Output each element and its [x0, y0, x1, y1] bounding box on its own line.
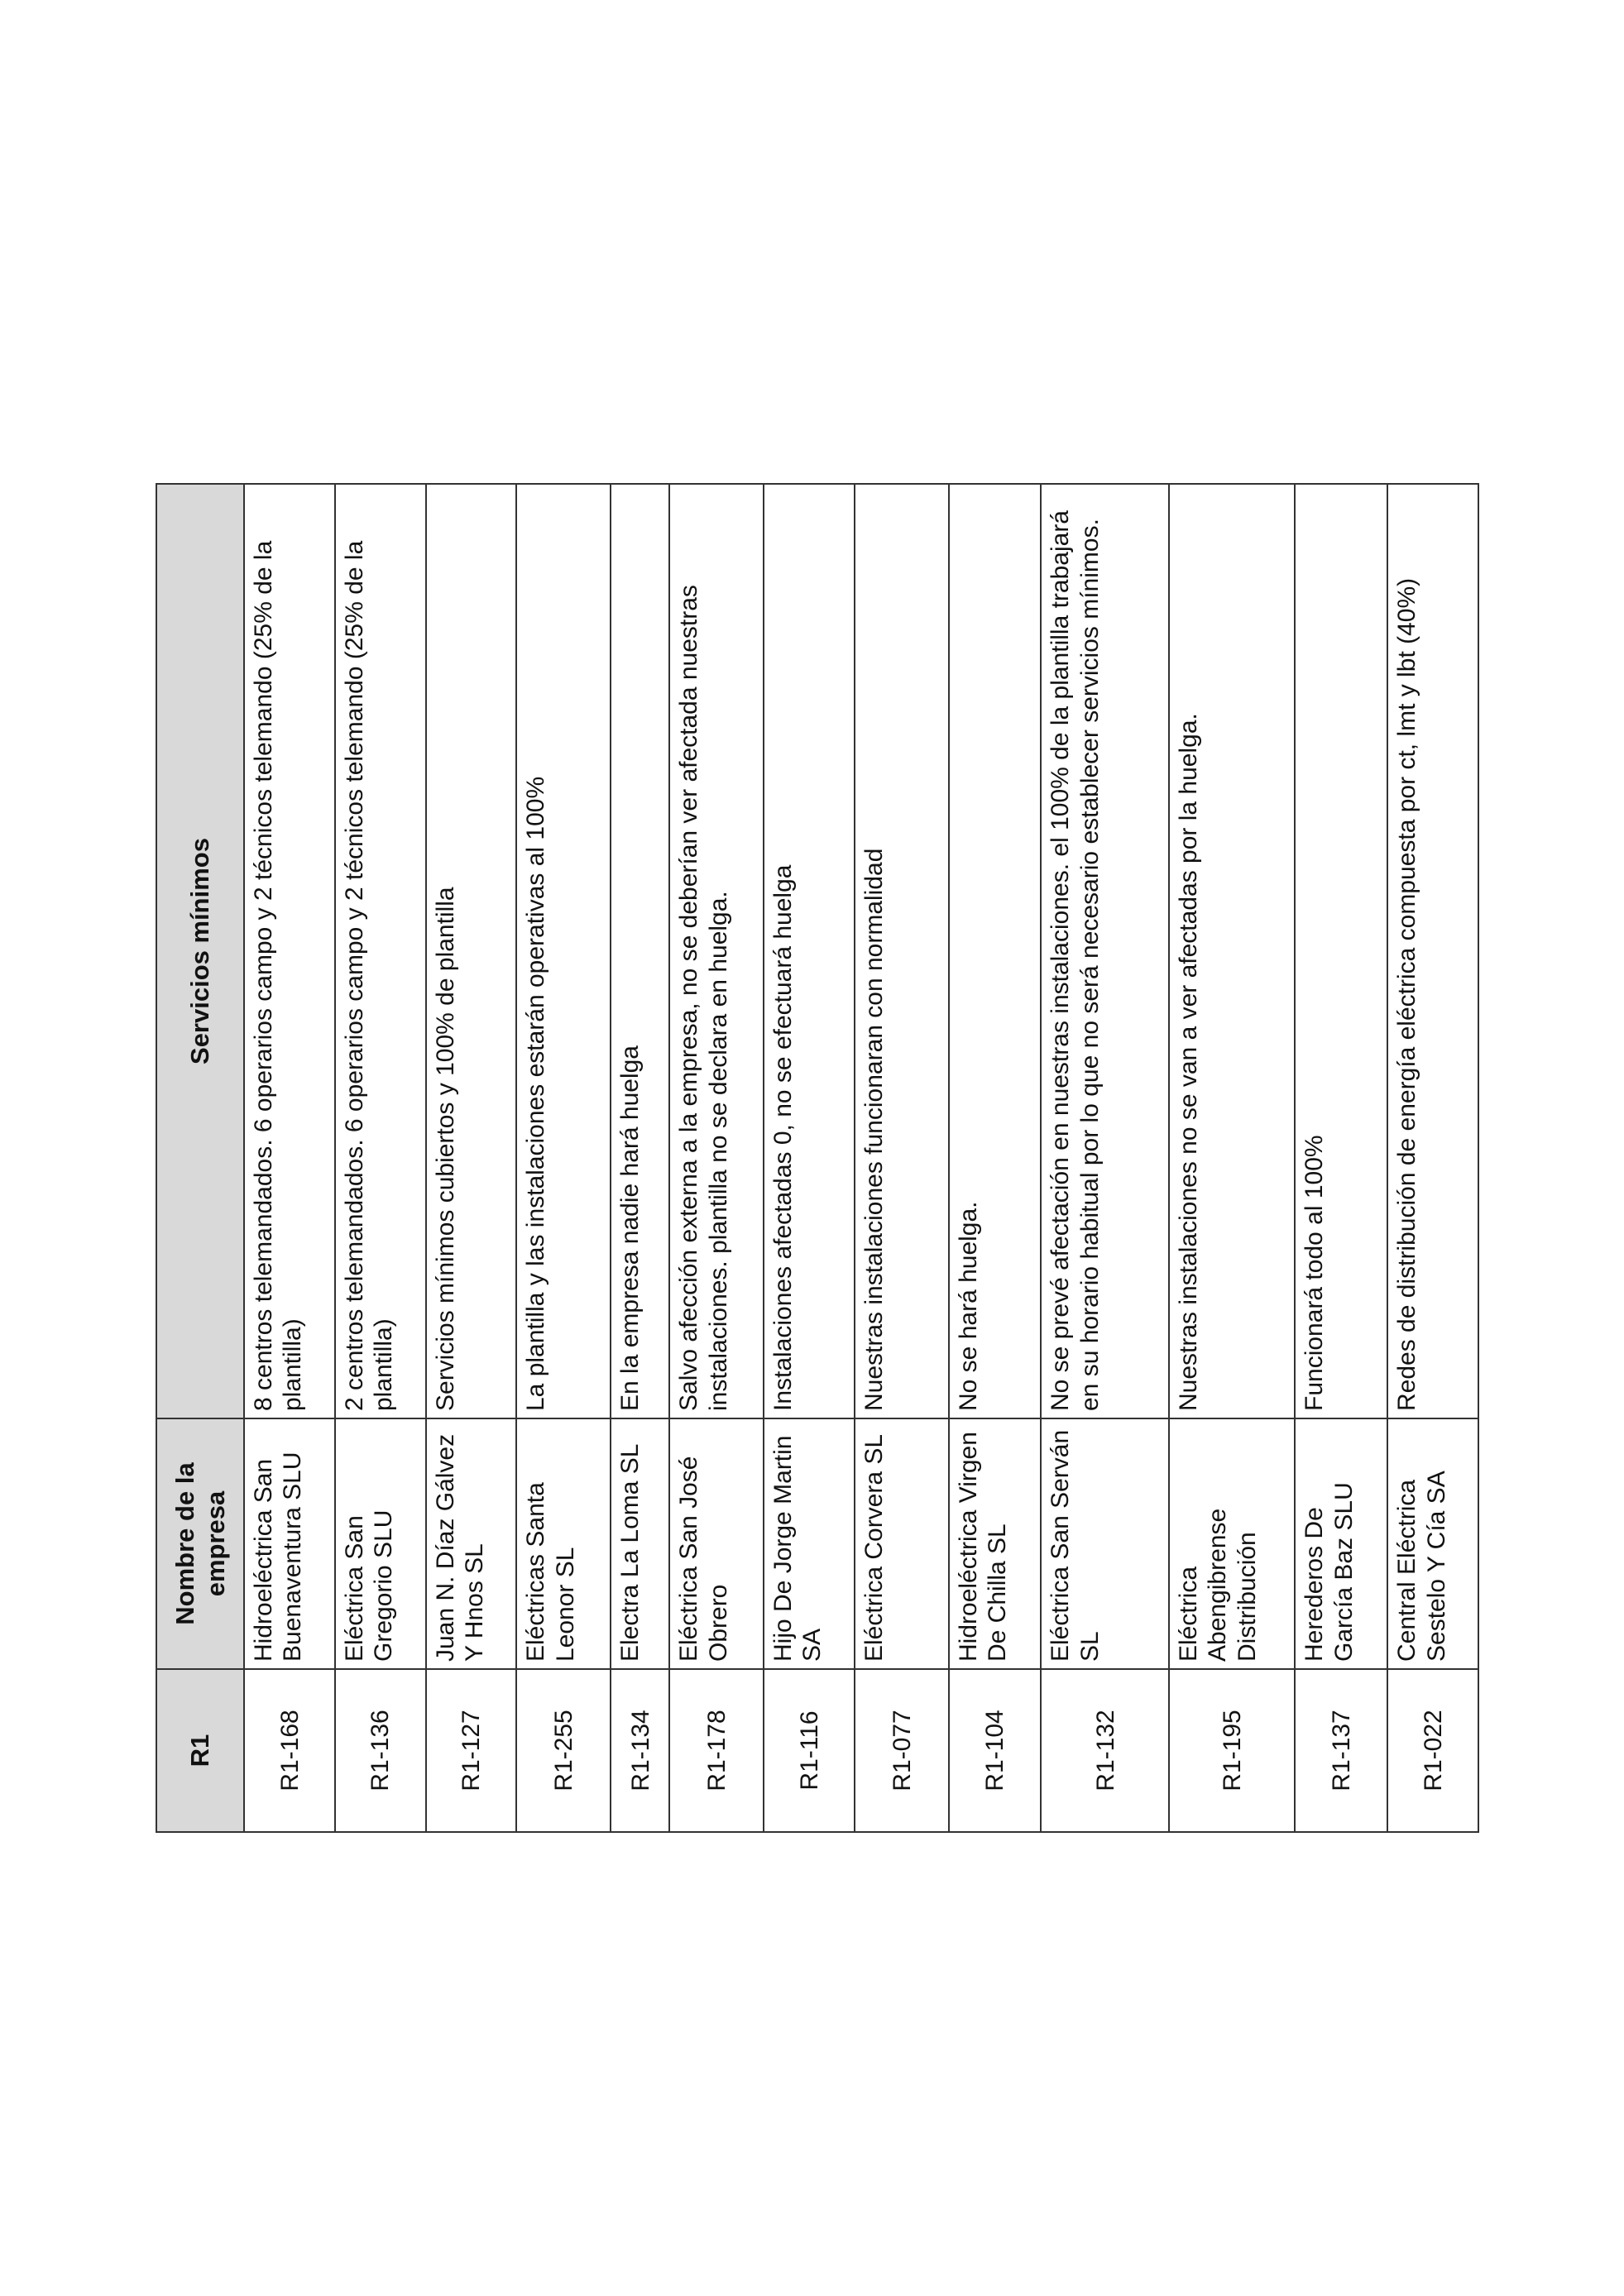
- table-row: [855, 484, 949, 1832]
- row-services: Salvo afección externa a la empresa, no se deberían ver afectada nuestras instalaciones. plantilla no se declara en huelga.: [669, 484, 764, 1418]
- table-header-row: [156, 484, 244, 1832]
- table-row: [244, 484, 335, 1832]
- table-row: [764, 484, 855, 1832]
- row-company: Eléctrica San Gregorio SLU: [335, 1418, 426, 1669]
- row-services: 8 centros telemandados. 6 operarios campo y 2 técnicos telemando (25% de la plantilla): [244, 484, 335, 1418]
- table-row: [516, 484, 611, 1832]
- row-services: No se prevé afectación en nuestras instalaciones. el 100% de la plantilla trabajará en su horario habitual por lo que no será necesario establecer servicios mínimos.: [1041, 484, 1168, 1418]
- table-row: [1295, 484, 1387, 1832]
- table-row: [426, 484, 517, 1832]
- row-services: 2 centros telemandados. 6 operarios campo y 2 técnicos telemando (25% de la plantilla): [335, 484, 426, 1418]
- row-company: Hijo De Jorge Martin SA: [764, 1418, 855, 1669]
- table-row: [611, 484, 669, 1832]
- table-row: [1169, 484, 1295, 1832]
- table-row: [669, 484, 764, 1832]
- row-services: Servicios mínimos cubiertos y 100% de plantilla: [426, 484, 517, 1418]
- row-services: En la empresa nadie hará huelga: [611, 484, 669, 1418]
- row-services: Redes de distribución de energía eléctrica compuesta por ct, lmt y lbt (40%): [1387, 484, 1478, 1418]
- header-r1: R1: [156, 1669, 244, 1832]
- row-company: Eléctrica Abengibrense Distribución: [1169, 1418, 1295, 1669]
- table-row: [1387, 484, 1478, 1832]
- header-minimum-services: Servicios mínimos: [156, 484, 244, 1418]
- row-code: R1-195: [1169, 1669, 1295, 1832]
- row-company: Herederos De García Baz SLU: [1295, 1418, 1387, 1669]
- row-company: Hidroeléctrica San Buenaventura SLU: [244, 1418, 335, 1669]
- table-row: [335, 484, 426, 1832]
- minimum-services-table: [156, 483, 1479, 1833]
- row-services: Instalaciones afectadas 0, no se efectuará huelga: [764, 484, 855, 1418]
- row-company: Central Eléctrica Sestelo Y Cía SA: [1387, 1418, 1478, 1669]
- row-code: R1-104: [949, 1669, 1042, 1832]
- row-company: Eléctrica Corvera SL: [855, 1418, 949, 1669]
- table-row: [949, 484, 1042, 1832]
- row-company: Electra La Loma SL: [611, 1418, 669, 1669]
- row-code: R1-077: [855, 1669, 949, 1832]
- row-services: Nuestras instalaciones funcionaran con normalidad: [855, 484, 949, 1418]
- rotated-page-content: [156, 485, 1479, 1833]
- row-company: Eléctrica San Serván SL: [1041, 1418, 1168, 1669]
- row-code: R1-116: [764, 1669, 855, 1832]
- row-company: Eléctricas Santa Leonor SL: [516, 1418, 611, 1669]
- row-services: La plantilla y las instalaciones estarán operativas al 100%: [516, 484, 611, 1418]
- row-code: R1-022: [1387, 1669, 1478, 1832]
- row-services: No se hará huelga.: [949, 484, 1042, 1418]
- row-code: R1-178: [669, 1669, 764, 1832]
- header-company-name: Nombre de la empresa: [156, 1418, 244, 1669]
- row-code: R1-134: [611, 1669, 669, 1832]
- row-code: R1-168: [244, 1669, 335, 1832]
- row-code: R1-127: [426, 1669, 517, 1832]
- row-code: R1-137: [1295, 1669, 1387, 1832]
- row-company: Eléctrica San José Obrero: [669, 1418, 764, 1669]
- row-code: R1-136: [335, 1669, 426, 1832]
- row-services: Funcionará todo al 100%: [1295, 484, 1387, 1418]
- row-company: Juan N. Díaz Gálvez Y Hnos SL: [426, 1418, 517, 1669]
- row-services: Nuestras instalaciones no se van a ver afectadas por la huelga.: [1169, 484, 1295, 1418]
- row-code: R1-255: [516, 1669, 611, 1832]
- table-row: [1041, 484, 1168, 1832]
- row-company: Hidroeléctrica Virgen De Chilla SL: [949, 1418, 1042, 1669]
- row-code: R1-132: [1041, 1669, 1168, 1832]
